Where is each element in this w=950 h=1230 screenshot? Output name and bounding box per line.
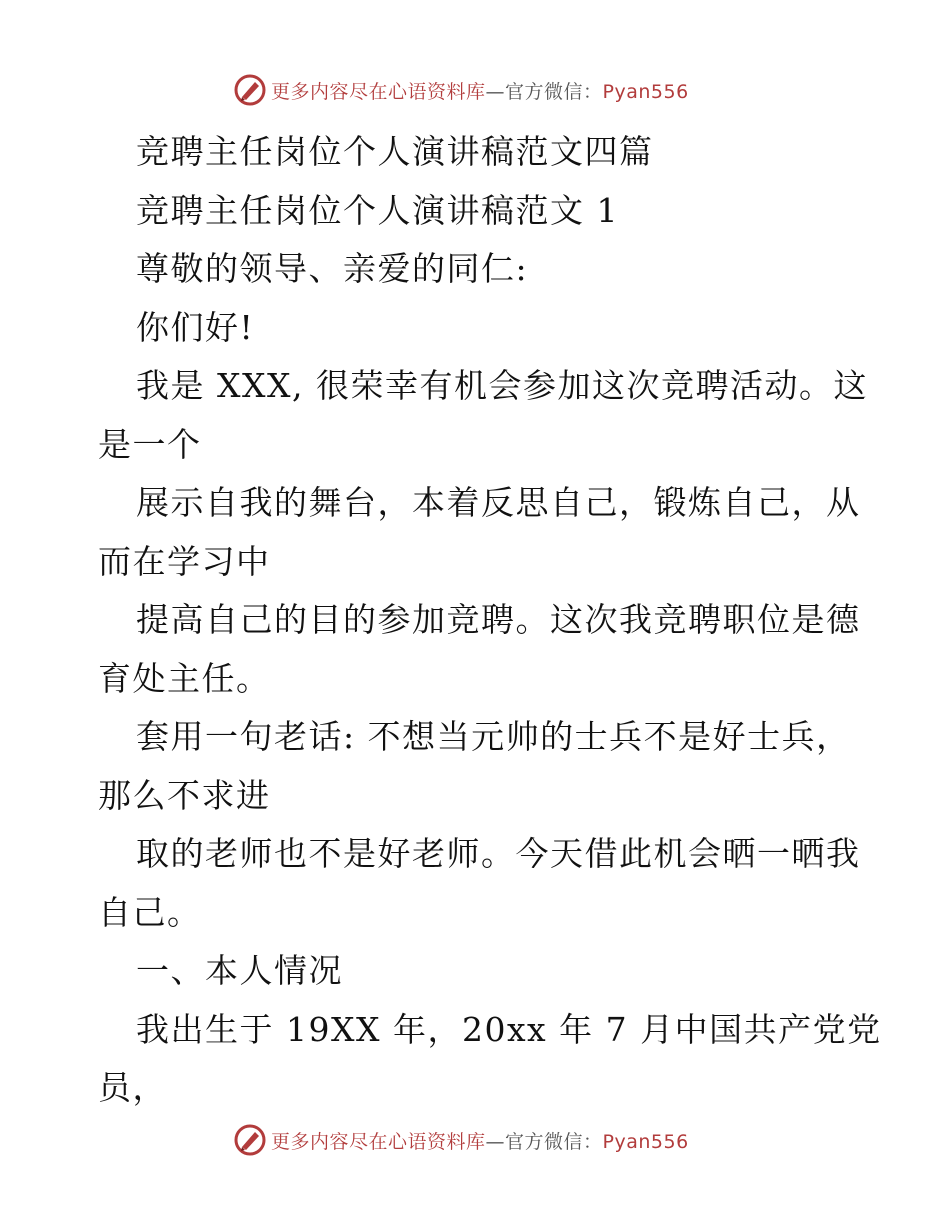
paragraph-line: 套用一句老话: 不想当元帅的士兵不是好士兵， <box>136 717 851 756</box>
paragraph-line: 展示自我的舞台，本着反思自己，锻炼自己，从 <box>136 483 861 522</box>
banner-official-label: —官方微信： <box>485 80 603 103</box>
banner-main-text: 更多内容尽在心语资料库 <box>271 1130 486 1153</box>
banner-main-text: 更多内容尽在心语资料库 <box>271 80 486 103</box>
greeting: 你们好! <box>136 307 255 347</box>
banner-wechat-id: Pyan556 <box>602 1130 689 1153</box>
header-banner <box>233 72 713 108</box>
paragraph-line: 自己。 <box>98 892 202 932</box>
document-body <box>98 123 882 1118</box>
paragraph-line: 我是 XXX, 很荣幸有机会参加这次竞聘活动。这 <box>136 366 868 405</box>
section-heading: 一、本人情况 <box>136 951 343 990</box>
paragraph-line: 是一个 <box>98 424 202 464</box>
paragraph-line: 育处主任。 <box>98 658 271 698</box>
paragraph-line: 取的老师也不是好老师。今天借此机会晒一晒我 <box>136 834 861 873</box>
section-title: 竞聘主任岗位个人演讲稿范文 1 <box>136 190 619 230</box>
paragraph-line: 那么不求进 <box>98 775 271 815</box>
paragraph-line: 提高自己的目的参加竞聘。这次我竞聘职位是德 <box>136 600 861 639</box>
paragraph-line: 我出生于 19XX 年，20xx 年 7 月中国共产党党 <box>136 1009 882 1049</box>
red-pen-logo-icon <box>233 73 267 107</box>
banner-official-label: —官方微信： <box>485 1130 603 1153</box>
banner-text <box>271 1127 689 1154</box>
paragraph-line: 而在学习中 <box>98 541 271 581</box>
footer-banner <box>233 1122 713 1158</box>
red-pen-logo-icon <box>233 1123 267 1157</box>
document-title: 竞聘主任岗位个人演讲稿范文四篇 <box>136 132 654 171</box>
banner-text <box>271 77 689 104</box>
paragraph-line: 员， <box>98 1068 167 1107</box>
banner-wechat-id: Pyan556 <box>602 80 689 103</box>
salutation: 尊敬的领导、亲爱的同仁: <box>136 249 529 288</box>
